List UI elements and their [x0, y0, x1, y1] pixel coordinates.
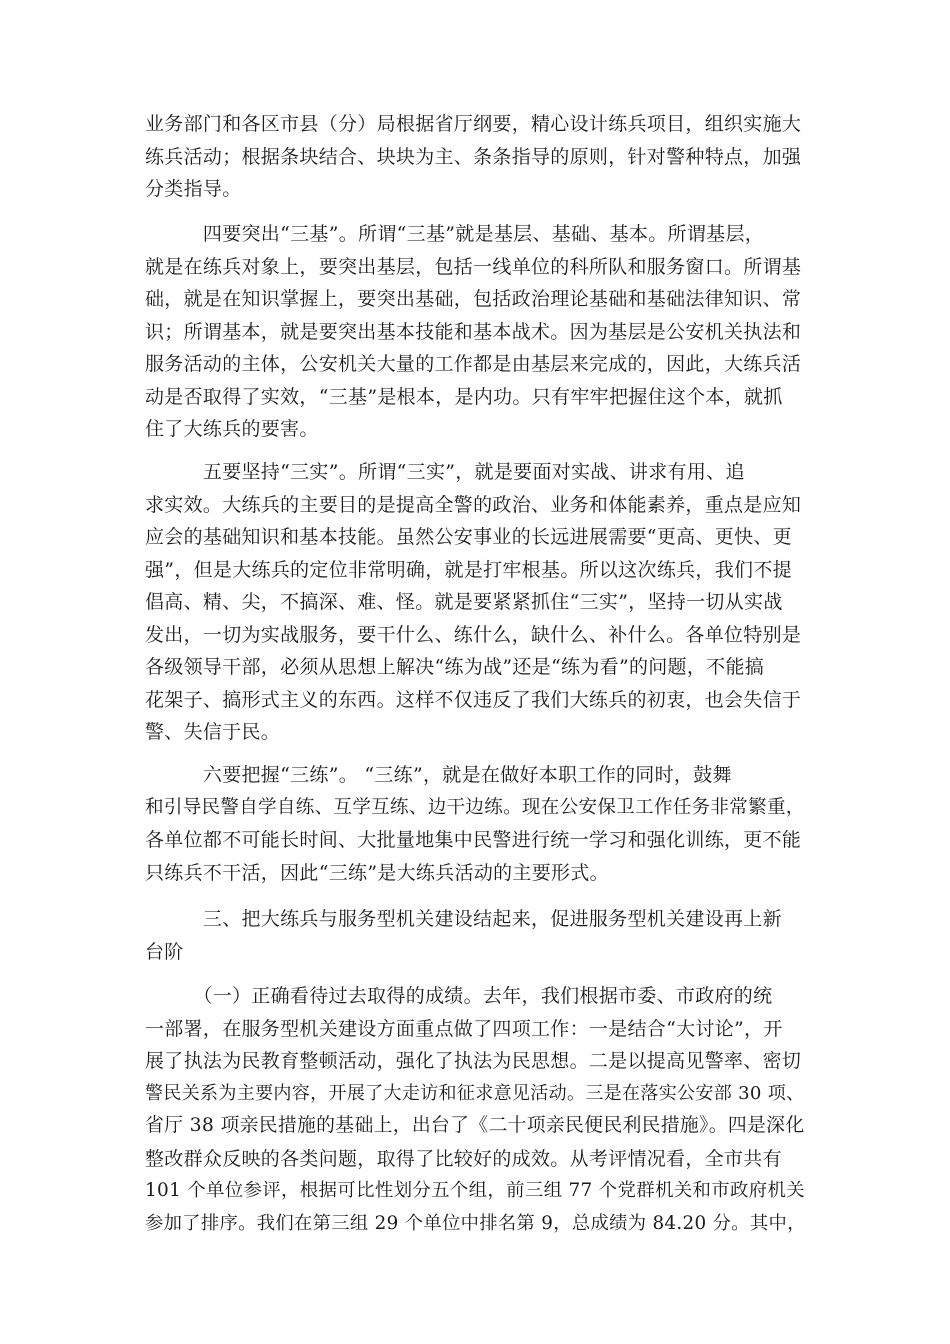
text-line: 参加了排序。我们在第三组 29 个单位中排名第 9，总成绩为 84.20 分。其中，	[145, 1212, 806, 1234]
paragraph-4	[145, 759, 805, 889]
text-line: 分类指导。	[145, 178, 242, 200]
text-line: 省厅 38 项亲民措施的基础上，出台了《二十项亲民便民利民措施》。四是深化	[145, 1115, 805, 1136]
text-line: 警、失信于民。	[145, 721, 281, 743]
section-heading	[145, 903, 805, 968]
text-line: 业务部门和各区市县（分）局根据省厅纲要，精心设计练兵项目，组织实施大	[145, 113, 802, 135]
text-line: 五要坚持“三实”。所谓“三实”，就是要面对实战、讲求有用、追	[145, 461, 745, 483]
text-line: 强”，但是大练兵的定位非常明确，就是打牢根基。所以这次练兵，我们不提	[145, 558, 792, 581]
text-line: 四要突出“三基”。所谓“三基”就是基层、基础、基本。所谓基层，	[145, 223, 765, 245]
paragraph-1	[145, 108, 805, 206]
text-line: 倡高、精、尖，不搞深、难、怪。就是要紧紧抓住“三实”，坚持一切从实战	[145, 591, 783, 613]
text-line: 识；所谓基本，就是要突出基本技能和基本战术。因为基层是公安机关执法和	[145, 320, 802, 343]
text-line: 住了大练兵的要害。	[145, 418, 319, 440]
paragraph-3	[145, 456, 805, 749]
text-line: 各级领导干部，必须从思想上解决“练为战”还是“练为看”的问题，不能搞	[145, 656, 765, 678]
text-line: 练兵活动；根据条块结合、块块为主、条条指导的原则，针对警种特点，加强	[145, 145, 802, 168]
text-line: 只练兵不干活，因此“三练”是大练兵活动的主要形式。	[145, 861, 609, 884]
text-line: 台阶	[145, 940, 184, 963]
text-line: 求实效。大练兵的主要目的是提高全警的政治、业务和体能素养，重点是应知	[145, 493, 802, 516]
text-line: 展了执法为民教育整顿活动，强化了执法为民思想。二是以提高见警率、密切	[145, 1050, 802, 1072]
paragraph-2	[145, 218, 805, 446]
text-line: 整改群众反映的各类问题，取得了比较好的成效。从考评情况看，全市共有	[145, 1147, 782, 1170]
text-line: 花架子、搞形式主义的东西。这样不仅违反了我们大练兵的初衷，也会失信于	[145, 688, 802, 711]
text-line: 六要把握“三练”。 “三练”，就是在做好本职工作的同时，鼓舞	[145, 764, 732, 786]
text-line: 一部署，在服务型机关建设方面重点做了四项工作：一是结合“大讨论”，开	[145, 1017, 783, 1040]
text-line: 101 个单位参评，根据可比性划分五个组，前三组 77 个党群机关和市政府机关	[145, 1180, 806, 1201]
text-line: 发出，一切为实战服务，要干什么、练什么，缺什么、补什么。各单位特别是	[145, 623, 802, 646]
text-line: 服务活动的主体，公安机关大量的工作都是由基层来完成的，因此，大练兵活	[145, 353, 802, 375]
text-line: 警民关系为主要内容，开展了大走访和征求意见活动。三是在落实公安部 30 项、	[145, 1082, 805, 1104]
text-line: （一）正确看待过去取得的成绩。去年，我们根据市委、市政府的统	[145, 985, 773, 1007]
text-line: 和引导民警自学自练、互学互练、边干边练。现在公安保卫工作任务非常繁重，	[145, 796, 805, 818]
text-line: 应会的基础知识和基本技能。虽然公安事业的长远进展需要“更高、更快、更	[145, 526, 792, 548]
text-line: 动是否取得了实效，“三基”是根本，是内功。只有牢牢把握住这个本，就抓	[145, 385, 783, 408]
text-line: 就是在练兵对象上，要突出基层，包括一线单位的科所队和服务窗口。所谓基	[145, 255, 802, 278]
paragraph-5	[145, 980, 805, 1240]
text-line: 础，就是在知识掌握上，要突出基础，包括政治理论基础和基础法律知识、常	[145, 288, 802, 310]
text-line: 各单位都不可能长时间、大批量地集中民警进行统一学习和强化训练，更不能	[145, 829, 802, 851]
text-line: 三、把大练兵与服务型机关建设结起来，促进服务型机关建设再上新	[145, 908, 782, 930]
